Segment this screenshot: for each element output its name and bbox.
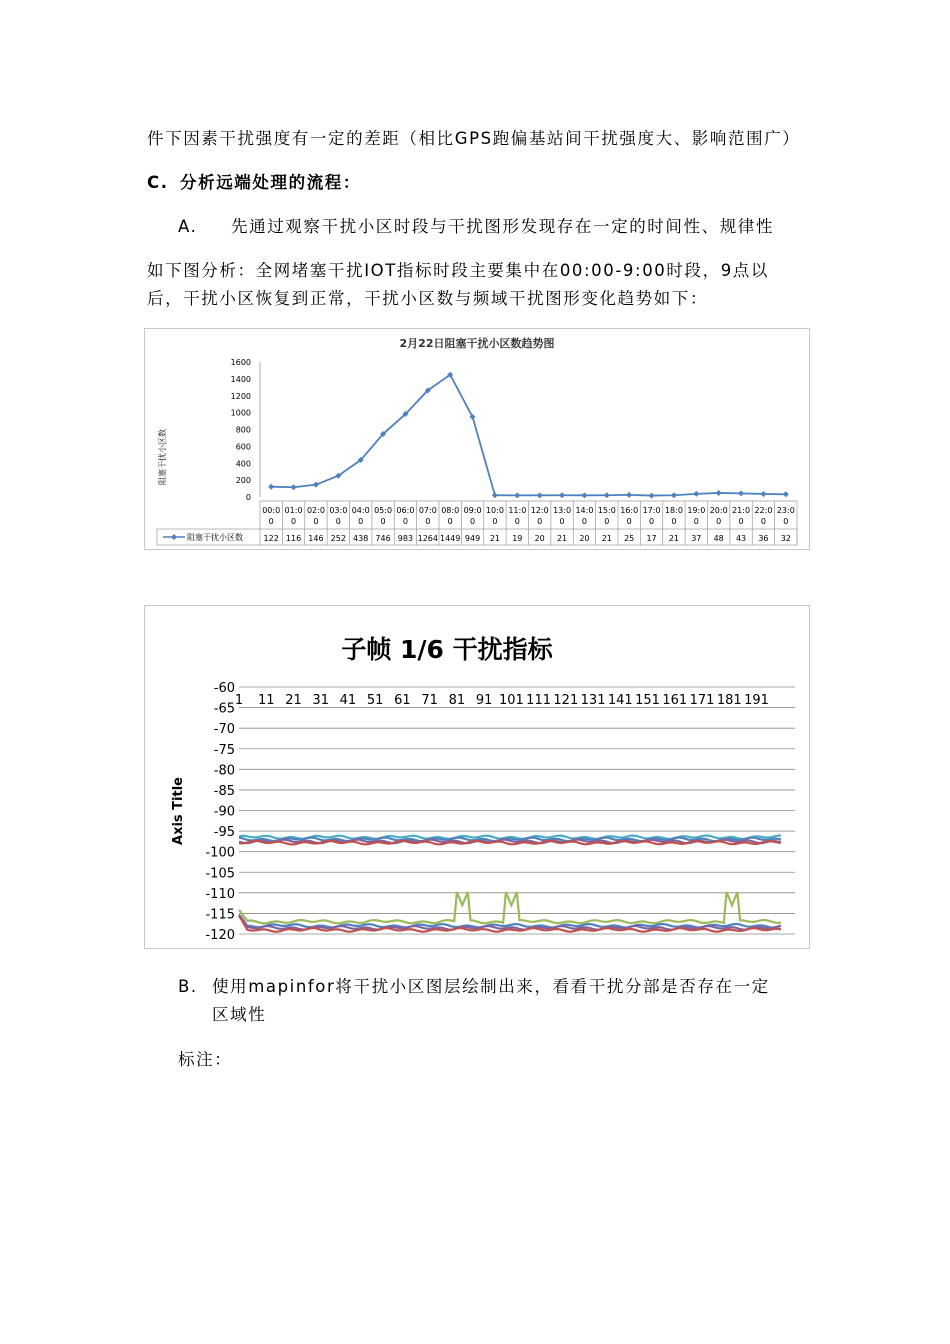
chart-1-data-table-value: 32	[780, 534, 791, 543]
chart-1-x-tick-label-wrap: 0	[716, 517, 722, 526]
chart-1-data-table-value: 949	[464, 534, 481, 543]
chart-1-y-tick-label: 400	[235, 459, 251, 469]
chart-1-data-table-value: 43	[735, 534, 747, 543]
chart-1-y-tick-label: 0	[245, 493, 251, 502]
chart-1-x-tick-label: 06:0	[396, 506, 415, 515]
chart-1-data-table-value: 19	[512, 534, 523, 543]
chart-1-x-tick-label: 12:0	[530, 506, 549, 515]
chart-1-data-point	[738, 490, 744, 496]
chart-1-title: 2月22日阻塞干扰小区数趋势图	[399, 337, 555, 350]
chart-2-x-tick-label: 1	[234, 693, 244, 708]
chart-1-x-tick-label-wrap: 0	[693, 517, 699, 526]
chart-1-data-table-value: 21	[668, 534, 680, 543]
chart-2-y-tick-label: -95	[213, 825, 235, 841]
chart-2-y-axis-label: Axis Title	[171, 777, 186, 845]
chart-2-x-tick-label: 141	[607, 693, 633, 708]
chart-1-x-tick-label: 17:0	[642, 506, 661, 515]
chart-1-x-tick-label: 00:0	[262, 506, 281, 515]
chart-1-y-axis-label: 阻塞干扰小区数	[158, 429, 167, 485]
chart-2-x-tick-label: 131	[580, 693, 606, 708]
chart-2-x-tick-label: 61	[394, 693, 411, 708]
chart-1-data-point	[313, 482, 319, 488]
chart-2-y-tick-label: -105	[205, 866, 235, 882]
step-a-text: 先通过观察干扰小区时段与干扰图形发现存在一定的时间性、规律性	[231, 217, 774, 236]
chart-1-x-tick-label: 22:0	[754, 506, 773, 515]
chart-2-x-tick-label: 171	[689, 693, 715, 708]
chart-1-data-table-value: 1264	[417, 534, 438, 543]
chart-1-x-tick-label: 13:0	[553, 506, 572, 515]
chart-2-x-tick-label: 21	[285, 693, 302, 708]
chart-1-data-table-value: 21	[601, 534, 612, 543]
step-b-text-line-1: 使用mapinfor将干扰小区图层绘制出来，看看干扰分部是否存在一定	[212, 977, 770, 996]
chart-2-x-tick-label: 71	[421, 693, 438, 708]
section-c-label: C.	[147, 173, 169, 192]
chart-2-x-tick-label: 51	[366, 693, 384, 708]
chart-1-x-tick-label: 09:0	[463, 506, 482, 515]
chart-1-x-tick-label-wrap: 0	[380, 517, 386, 526]
chart-2-series-line	[239, 916, 781, 932]
chart-2-x-tick-label: 181	[716, 693, 742, 708]
step-b-text-line-2: 区域性	[212, 1005, 267, 1024]
chart-2-y-tick-label: -75	[213, 742, 235, 758]
chart-1-x-tick-label-wrap: 0	[738, 517, 744, 526]
chart-1-x-tick-label-wrap: 0	[626, 517, 632, 526]
chart-2-y-tick-label: -70	[213, 722, 235, 738]
chart-1-data-point	[559, 492, 565, 498]
chart-2-title: 子帧 1/6 干扰指标	[341, 635, 553, 664]
chart-2-x-tick-label: 41	[339, 693, 357, 708]
chart-1-x-tick-label: 05:0	[374, 506, 393, 515]
chart-2-x-tick-label: 91	[475, 693, 493, 708]
chart-2-svg	[145, 606, 809, 948]
chart-1-data-table-value: 116	[285, 534, 302, 543]
chart-1-x-tick-label: 14:0	[575, 506, 594, 515]
chart-1-x-tick-label: 07:0	[418, 506, 437, 515]
chart-2-y-tick-label: -60	[213, 681, 235, 696]
chart-1-x-tick-label-wrap: 0	[402, 517, 408, 526]
chart-1-data-table-value: 1449	[440, 534, 461, 543]
chart-1-legend-label: 阻塞干扰小区数	[187, 533, 243, 542]
chart-1-data-point	[291, 484, 297, 490]
chart-1-data-table-value: 438	[353, 534, 369, 543]
section-c-title: 分析远端处理的流程：	[180, 173, 361, 192]
paragraph-line-a2: 如下图分析：全网堵塞干扰IOT指标时段主要集中在00:00-9:00时段，9点以	[147, 261, 769, 280]
chart-1-x-tick-label: 15:0	[597, 506, 616, 515]
chart-1-x-tick-label: 18:0	[664, 506, 683, 515]
chart-1-x-tick-label: 20:0	[709, 506, 728, 515]
chart-1-data-table-value: 252	[330, 534, 346, 543]
chart-2-y-tick-label: -90	[213, 804, 235, 820]
chart-1-data-table-value: 21	[556, 534, 568, 543]
chart-1-y-tick-label: 1200	[230, 391, 251, 401]
chart-1-x-tick-label-wrap: 0	[291, 517, 297, 526]
chart-1-y-tick-label: 1000	[230, 408, 251, 418]
chart-2-y-tick-label: -85	[213, 783, 235, 799]
chart-1-x-tick-label: 02:0	[306, 506, 325, 515]
chart-1-data-point	[716, 490, 722, 496]
chart-1-data-point	[581, 492, 587, 498]
chart-1-data-point	[760, 491, 766, 497]
chart-1-data-table-value: 983	[397, 534, 414, 543]
chart-1-data-point	[268, 484, 274, 490]
chart-1-svg	[145, 329, 809, 549]
chart-1-x-tick-label-wrap: 0	[537, 517, 543, 526]
chart-1-data-table-value: 25	[624, 534, 635, 543]
chart-1-data-point	[671, 492, 677, 498]
chart-1-x-tick-label: 08:0	[441, 506, 460, 515]
chart-2-x-tick-label: 31	[312, 693, 329, 708]
chart-1-x-tick-label-wrap: 0	[335, 517, 341, 526]
chart-2-x-tick-label: 191	[744, 693, 769, 708]
chart-1-data-point	[604, 492, 610, 498]
chart-1-data-table-value: 20	[579, 534, 590, 543]
chart-2-y-tick-label: -80	[213, 763, 235, 779]
chart-1-x-tick-label-wrap: 0	[470, 517, 476, 526]
chart-1-x-tick-label: 01:0	[284, 506, 303, 515]
paragraph-line-1: 件下因素干扰强度有一定的差距（相比GPS跑偏基站间干扰强度大、影响范围广）	[147, 129, 801, 148]
chart-1-x-tick-label: 21:0	[732, 506, 751, 515]
chart-2-x-tick-label: 161	[662, 693, 688, 708]
chart-1-data-table-value: 122	[263, 534, 279, 543]
chart-1-x-tick-label-wrap: 0	[425, 517, 431, 526]
chart-1-x-tick-label-wrap: 0	[581, 517, 587, 526]
chart-1-data-point	[514, 492, 520, 498]
chart-1-data-table-value: 37	[691, 534, 702, 543]
chart-1-x-tick-label-wrap: 0	[313, 517, 319, 526]
chart-1-data-table-value: 21	[489, 534, 501, 543]
chart-1-data-point	[693, 491, 699, 497]
chart-1-x-tick-label: 16:0	[620, 506, 639, 515]
chart-1-data-table-value: 20	[534, 534, 545, 543]
step-b-label: B.	[178, 977, 198, 996]
chart-2-y-tick-label: -120	[205, 928, 235, 943]
chart-1-data-point	[492, 492, 498, 498]
chart-1-data-table-value: 36	[758, 534, 769, 543]
chart-1-legend-marker	[171, 534, 177, 540]
chart-1-data-point	[626, 492, 632, 498]
chart-2-x-tick-label: 101	[498, 693, 524, 708]
chart-1-x-tick-label: 10:0	[485, 506, 504, 515]
chart-2-x-tick-label: 111	[526, 693, 552, 708]
chart-1-data-table-value: 48	[713, 534, 724, 543]
chart-1-data-table-value: 746	[375, 534, 391, 543]
step-a-label: A.	[178, 217, 198, 236]
chart-1-data-point	[649, 493, 655, 499]
note-label: 标注：	[178, 1050, 233, 1069]
chart-1-x-tick-label: 19:0	[687, 506, 706, 515]
chart-1-x-tick-label-wrap: 0	[649, 517, 655, 526]
chart-2-y-tick-label: -115	[205, 907, 235, 923]
chart-2-x-tick-label: 151	[635, 693, 660, 708]
chart-1-x-tick-label-wrap: 0	[760, 517, 766, 526]
chart-2-x-tick-label: 121	[553, 693, 579, 708]
chart-1-x-tick-label: 11:0	[508, 506, 527, 515]
chart-1-data-point	[537, 492, 543, 498]
chart-1-x-tick-label: 03:0	[329, 506, 348, 515]
chart-2-x-tick-label: 81	[448, 693, 466, 708]
chart-1-data-table-value: 17	[646, 534, 657, 543]
chart-1-y-tick-label: 800	[235, 425, 251, 435]
chart-1-x-tick-label-wrap: 0	[268, 517, 274, 526]
chart-1-x-tick-label-wrap: 0	[671, 517, 677, 526]
chart-1-data-point	[783, 491, 789, 497]
chart-1-y-tick-label: 200	[235, 476, 251, 486]
chart-2-y-tick-label: -100	[205, 845, 235, 861]
chart-1-x-tick-label: 04:0	[351, 506, 370, 515]
chart-1-x-tick-label-wrap: 0	[514, 517, 520, 526]
chart-1-x-tick-label-wrap: 0	[604, 517, 610, 526]
chart-1-x-tick-label-wrap: 0	[783, 517, 789, 526]
chart-1-x-tick-label: 23:0	[776, 506, 795, 515]
chart-2-series-line	[239, 892, 781, 923]
chart-2-y-tick-label: -65	[213, 701, 235, 717]
chart-1-x-tick-label-wrap: 0	[447, 517, 453, 526]
chart-2-y-tick-label: -110	[205, 886, 235, 902]
chart-1-y-tick-label: 600	[235, 442, 251, 452]
chart-2-x-tick-label: 11	[257, 693, 275, 708]
chart-1-x-tick-label-wrap: 0	[358, 517, 364, 526]
chart-1-frame	[144, 328, 810, 550]
chart-1-series-line	[271, 375, 786, 496]
chart-1-x-tick-label-wrap: 0	[492, 517, 498, 526]
chart-2-frame	[144, 605, 810, 949]
chart-1-x-tick-label-wrap: 0	[559, 517, 565, 526]
chart-1-data-table-value: 146	[308, 534, 324, 543]
chart-1-y-tick-label: 1400	[230, 374, 251, 384]
chart-1-y-tick-label: 1600	[230, 358, 251, 367]
paragraph-line-a3: 后，干扰小区恢复到正常，干扰小区数与频域干扰图形变化趋势如下：	[147, 289, 709, 308]
